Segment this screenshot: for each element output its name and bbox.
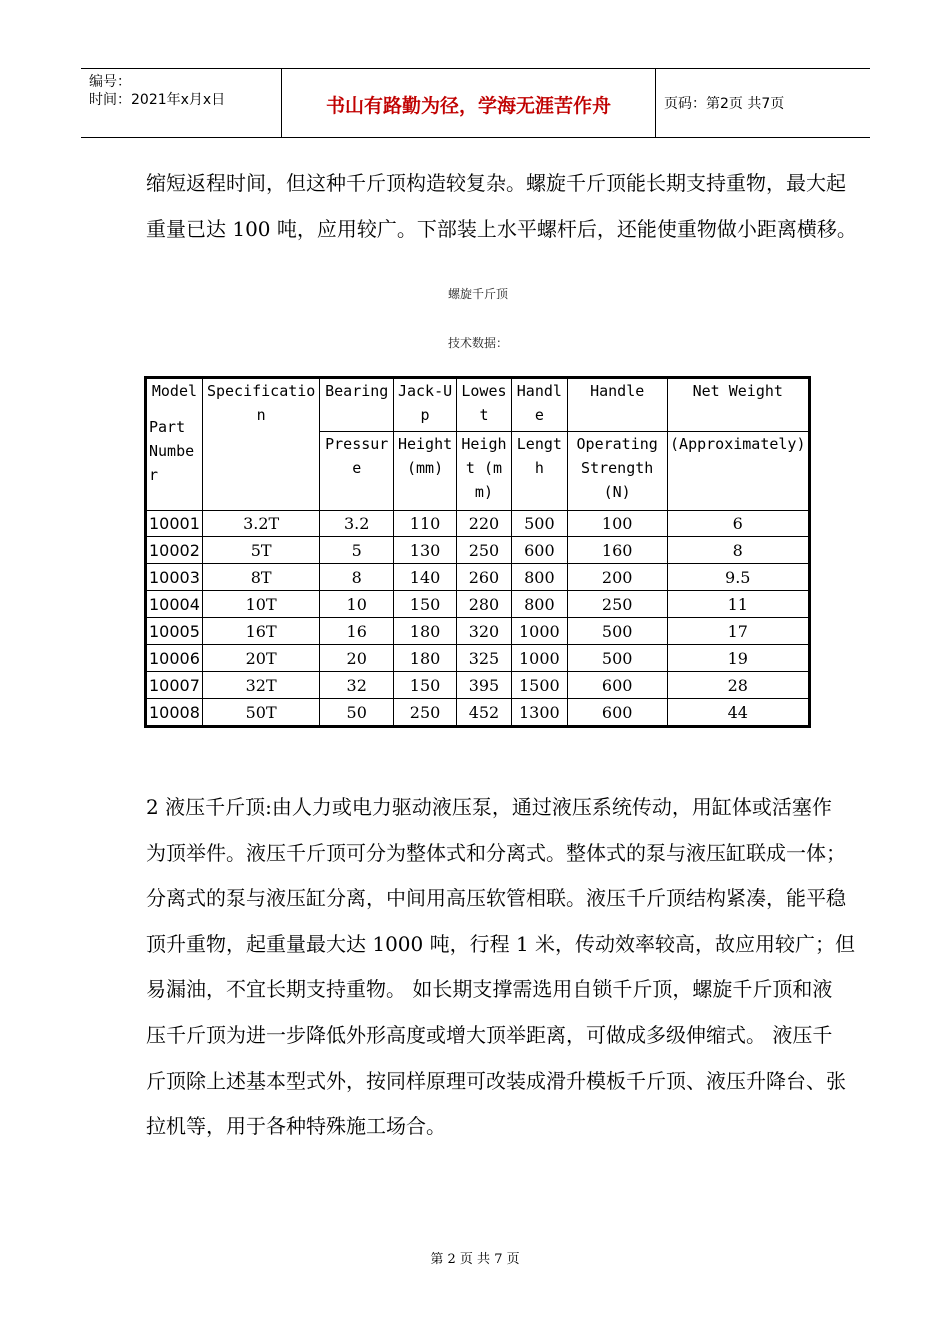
table-row: [147, 645, 809, 672]
table-header-row: [147, 379, 809, 432]
table-cell: 20T: [202, 645, 319, 672]
header-specification: Specification: [202, 379, 319, 511]
table-cell: 50T: [202, 699, 319, 726]
header-meta-cell: [81, 69, 281, 137]
table-row: [147, 672, 809, 699]
table-cell: 600: [511, 537, 567, 564]
table-cell: 5: [320, 537, 394, 564]
document-number-label: 编号：: [89, 74, 131, 90]
table-cell: 100: [567, 510, 667, 537]
section2-line: 易漏油，不宜长期支持重物。 如长期支撑需选用自锁千斤顶，螺旋千斤顶和液: [146, 977, 833, 1002]
table-cell: 10T: [202, 591, 319, 618]
table-cell: 50: [320, 699, 394, 726]
header-handle-length: Handle: [511, 379, 567, 432]
header-page-info: 页码：第2页 共7页: [664, 96, 785, 112]
table-row: [147, 618, 809, 645]
header-part-number-label: Part Number: [149, 418, 195, 484]
page-header: [81, 68, 870, 138]
table-cell: 280: [457, 591, 512, 618]
table-cell: 3.2: [320, 510, 394, 537]
table-cell: 325: [457, 645, 512, 672]
header-operating-strength: Operating Strength(N): [567, 431, 667, 510]
header-motto: 书山有路勤为径，学海无涯苦作舟: [325, 95, 611, 117]
table-cell: 5T: [202, 537, 319, 564]
table-cell: 180: [394, 645, 457, 672]
table-cell: 395: [457, 672, 512, 699]
section2-line: 为顶举件。液压千斤顶可分为整体式和分离式。整体式的泵与液压缸联成一体；: [146, 840, 846, 865]
table-cell: 32T: [202, 672, 319, 699]
table-cell: 8: [667, 537, 808, 564]
header-pressure: Pressure: [320, 431, 394, 510]
table-title: 螺旋千斤顶: [447, 287, 508, 301]
table-cell: 1000: [511, 645, 567, 672]
document-time-label: 时间：2021年x月x日: [89, 92, 226, 108]
table-cell: 32: [320, 672, 394, 699]
table-cell: 19: [667, 645, 808, 672]
table-cell: 3.2T: [202, 510, 319, 537]
table-cell: 10006: [147, 645, 203, 672]
table-cell: 10001: [147, 510, 203, 537]
table-cell: 250: [457, 537, 512, 564]
table-cell: 20: [320, 645, 394, 672]
intro-line: 重量已达 100 吨，应用较广。下部装上水平螺杆后，还能使重物做小距离横移。: [146, 216, 857, 241]
header-lowest-height: Height (mm): [457, 431, 512, 510]
header-jackup: Jack-Up: [394, 379, 457, 432]
table-cell: 220: [457, 510, 512, 537]
table-cell: 10: [320, 591, 394, 618]
spec-table-frame: [144, 376, 811, 728]
table-cell: 150: [394, 591, 457, 618]
header-jackup-height: Height (mm): [394, 431, 457, 510]
section2-line: 拉机等，用于各种特殊施工场合。: [146, 1114, 446, 1139]
table-cell: 600: [567, 699, 667, 726]
table-cell: 160: [567, 537, 667, 564]
table-cell: 6: [667, 510, 808, 537]
header-model: [147, 379, 203, 511]
table-cell: 110: [394, 510, 457, 537]
table-cell: 16: [320, 618, 394, 645]
table-cell: 8T: [202, 564, 319, 591]
intro-line: 缩短返程时间，但这种千斤顶构造较复杂。螺旋千斤顶能长期支持重物，最大起: [146, 171, 846, 195]
section2-paragraph: [146, 792, 946, 1157]
spec-table: [146, 378, 809, 726]
table-cell: 10003: [147, 564, 203, 591]
table-cell: 250: [394, 699, 457, 726]
table-cell: 10004: [147, 591, 203, 618]
table-cell: 17: [667, 618, 808, 645]
table-cell: 320: [457, 618, 512, 645]
section2-line: 顶升重物，起重量最大达 1000 吨，行程 1 米，传动效率较高，故应用较广；但: [146, 931, 856, 956]
section2-line: 2 液压千斤顶:由人力或电力驱动液压泵，通过液压系统传动，用缸体或活塞作: [146, 795, 832, 819]
table-cell: 200: [567, 564, 667, 591]
section2-line: 斤顶除上述基本型式外，按同样原理可改装成滑升模板千斤顶、液压升降台、张: [146, 1068, 846, 1093]
table-cell: 8: [320, 564, 394, 591]
table-cell: 260: [457, 564, 512, 591]
table-body: [147, 510, 809, 725]
table-cell: 44: [667, 699, 808, 726]
table-cell: 500: [511, 510, 567, 537]
table-cell: 10008: [147, 699, 203, 726]
table-cell: 250: [567, 591, 667, 618]
table-row: [147, 537, 809, 564]
table-row: [147, 510, 809, 537]
header-approximately: (Approximately): [667, 431, 808, 510]
table-cell: 16T: [202, 618, 319, 645]
table-cell: 452: [457, 699, 512, 726]
header-motto-cell: [281, 69, 656, 137]
header-lowest: Lowest: [457, 379, 512, 432]
table-cell: 1300: [511, 699, 567, 726]
section2-line: 分离式的泵与液压缸分离，中间用高压软管相联。液压千斤顶结构紧凑，能平稳: [146, 886, 846, 911]
header-handle-strength: Handle: [567, 379, 667, 432]
page-footer: 第 2 页 共 7 页: [430, 1252, 520, 1267]
table-cell: 10002: [147, 537, 203, 564]
intro-paragraph: [146, 168, 946, 259]
header-page-cell: [656, 69, 870, 137]
table-cell: 180: [394, 618, 457, 645]
section2-line: 压千斤顶为进一步降低外形高度或增大顶举距离，可做成多级伸缩式。 液压千: [146, 1022, 833, 1047]
table-row: [147, 699, 809, 726]
table-cell: 130: [394, 537, 457, 564]
table-cell: 1500: [511, 672, 567, 699]
table-cell: 1000: [511, 618, 567, 645]
header-model-label: Model: [151, 382, 198, 400]
table-cell: 800: [511, 564, 567, 591]
table-cell: 9.5: [667, 564, 808, 591]
header-bearing: Bearing: [320, 379, 394, 432]
table-cell: 140: [394, 564, 457, 591]
table-cell: 500: [567, 645, 667, 672]
table-row: [147, 564, 809, 591]
table-cell: 28: [667, 672, 808, 699]
header-length: Length: [511, 431, 567, 510]
header-net-weight: Net Weight: [667, 379, 808, 432]
table-cell: 11: [667, 591, 808, 618]
table-subtitle: 技术数据：: [447, 336, 508, 350]
table-cell: 150: [394, 672, 457, 699]
table-cell: 10007: [147, 672, 203, 699]
table-row: [147, 591, 809, 618]
table-cell: 600: [567, 672, 667, 699]
table-cell: 500: [567, 618, 667, 645]
table-cell: 800: [511, 591, 567, 618]
table-cell: 10005: [147, 618, 203, 645]
